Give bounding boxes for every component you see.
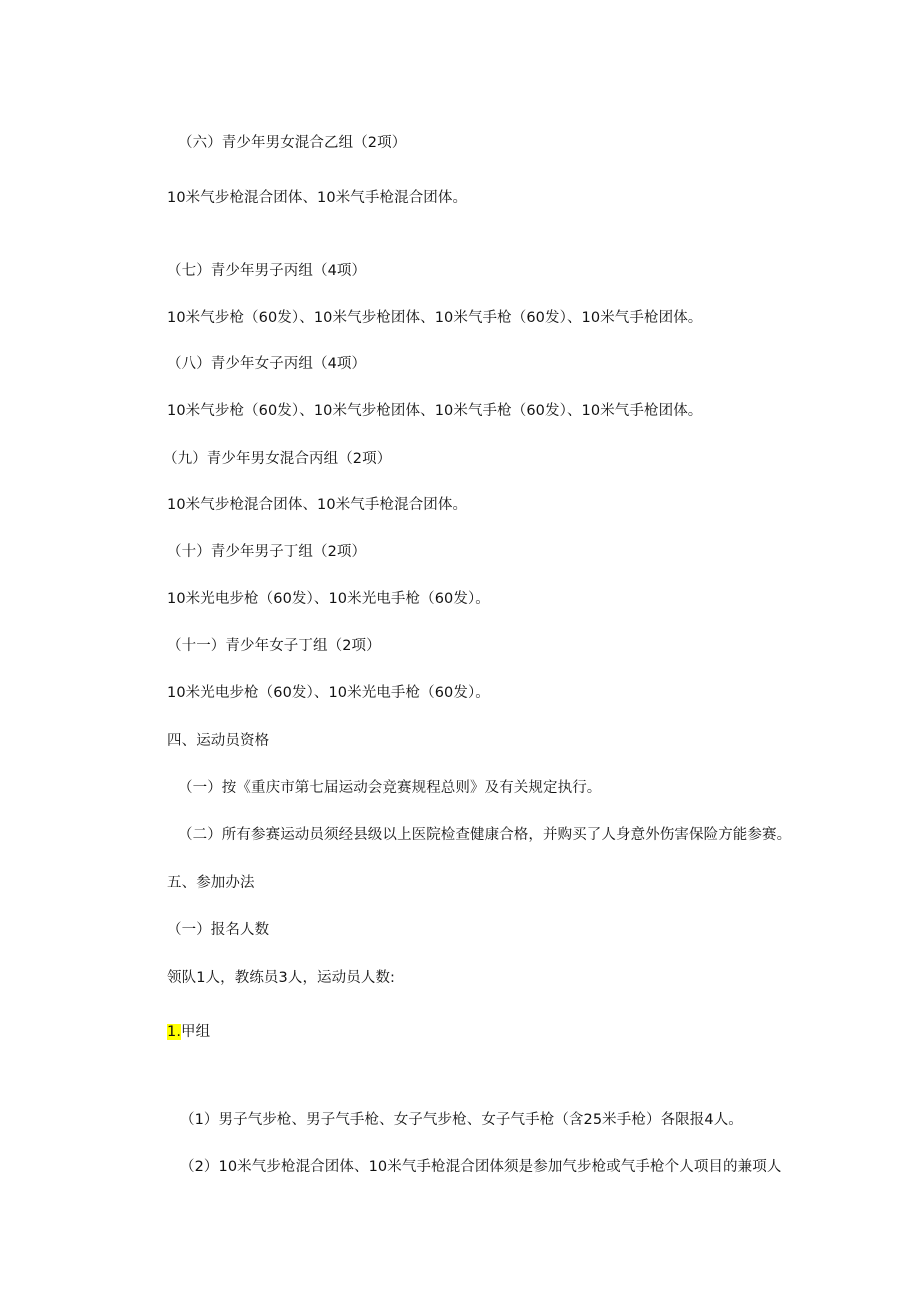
paragraph-text: 10米光电步枪（60发）、10米光电手枪（60发）。: [167, 685, 490, 701]
section-heading-10: （十）青少年男子丁组（2项）: [167, 544, 367, 560]
section-heading-enrollment: （一）报名人数: [167, 922, 270, 938]
paragraph-text: （一）按《重庆市第七届运动会竞赛规程总则》及有关规定执行。: [178, 780, 602, 796]
list-item-group-a: [167, 1022, 210, 1042]
paragraph-text: 领队1人，教练员3人，运动员人数:: [167, 970, 396, 986]
chapter-heading-4: 四、运动员资格: [167, 733, 270, 749]
paragraph-text: 10米光电步枪（60发）、10米光电手枪（60发）。: [167, 591, 490, 607]
paragraph-text: （2）10米气步枪混合团体、10米气手枪混合团体须是参加气步枪或气手枪个人项目的兼项人: [180, 1159, 782, 1175]
highlighted-number: 1.: [167, 1024, 182, 1040]
paragraph-text: 10米气步枪混合团体、10米气手枪混合团体。: [167, 190, 468, 206]
paragraph-text: 10米气步枪混合团体、10米气手枪混合团体。: [167, 497, 468, 513]
section-heading-11: （十一）青少年女子丁组（2项）: [167, 638, 381, 654]
section-heading-9: （九）青少年男女混合丙组（2项）: [163, 451, 392, 467]
section-heading-7: （七）青少年男子丙组（4项）: [167, 263, 367, 279]
section-heading-8: （八）青少年女子丙组（4项）: [167, 356, 367, 372]
section-heading-6: （六）青少年男女混合乙组（2项）: [178, 135, 407, 151]
paragraph-text: 10米气步枪（60发）、10米气步枪团体、10米气手枪（60发）、10米气手枪团体。: [167, 403, 703, 419]
paragraph-text: （1）男子气步枪、男子气手枪、女子气步枪、女子气手枪（含25米手枪）各限报4人。: [180, 1112, 743, 1128]
paragraph-text: 10米气步枪（60发）、10米气步枪团体、10米气手枪（60发）、10米气手枪团体。: [167, 310, 703, 326]
chapter-heading-5: 五、参加办法: [167, 875, 255, 891]
group-label: 甲组: [181, 1024, 211, 1040]
paragraph-text: （二）所有参赛运动员须经县级以上医院检查健康合格，并购买了人身意外伤害保险方能参赛。: [178, 827, 792, 843]
